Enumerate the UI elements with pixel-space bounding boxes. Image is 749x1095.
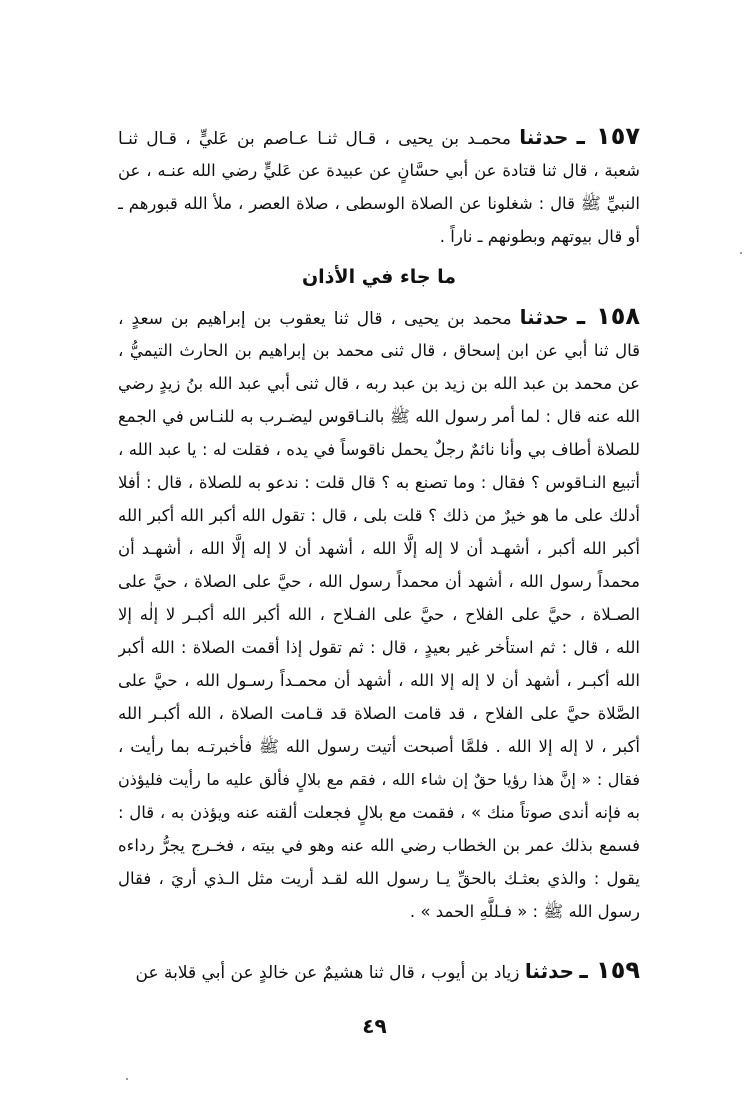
scan-speck bbox=[740, 252, 742, 254]
text-line: فقال : « إنَّ هذا رؤيا حقٌ إن شاء الله ، فقم مع بلالٍ فألق عليه ما رأيت فليؤذن bbox=[118, 770, 640, 789]
text-line: رسول الله ﷺ : « فـللَّهِ الحمد » . bbox=[409, 902, 640, 921]
hadith-label: حدثنا bbox=[519, 125, 569, 149]
hadith-159 bbox=[118, 952, 640, 988]
hadith-157-first-line bbox=[118, 118, 640, 154]
text-line: فسمع بذلك عمر بن الخطاب رضي الله عنه وهو في بيته ، فخـرج يجرُّ رداءه bbox=[118, 836, 640, 855]
scan-speck bbox=[126, 1078, 128, 1080]
text-line: النبيِّ ﷺ قال : شغلونا عن الصلاة الوسطى ، صلاة العصر ، ملأ الله قبورهم ـ bbox=[118, 194, 640, 213]
text-line: أو قال بيوتهم وبطونهم ـ ناراً . bbox=[439, 227, 640, 246]
text-line: الصـلاة ، حيَّ على الفلاح ، حيَّ على الفـلاح ، الله أكبر الله أكبـر لا إلٰه إلا bbox=[118, 605, 640, 624]
text-line: شعبة ، قال ثنا قتادة عن أبي حسَّانٍ عن عبيدة عن عَليٍّ رضي الله عنـه ، عن bbox=[118, 161, 640, 180]
text-line: قال ثنا أبي عن ابن إسحاق ، قال ثنى محمد بن إبراهيم بن الحارث التيميُّ ، bbox=[118, 341, 640, 360]
text-line: عن محمد بن عبد الله بن زيد بن عبد ربه ، قال ثنى أبي عبد الله بنُ زيدٍ رضي bbox=[118, 374, 640, 393]
text-line: أكبر ، لا إله إلا الله . فلمَّا أصبحت أتيت رسول الله ﷺ فأخبرتـه بما رأيت ، bbox=[118, 737, 640, 756]
text-line: الله أكبـر ، أشهد أن لا إله إلا الله ، أشهد أن محمـداً رسـول الله ، حيَّ على bbox=[118, 671, 640, 690]
hadith-159-first-line bbox=[118, 952, 640, 988]
text-line: الله عنه قال : لما أمر رسول الله ﷺ بالنـاقوس ليضـرب به للنـاس في الجمع bbox=[118, 407, 640, 426]
hadith-label: حدثنا bbox=[524, 959, 575, 983]
text-line: به فإنه أندى صوتاً منك » ، فقمت مع بلالٍ فجعلت ألقنه عنه ويؤذن به ، قال : bbox=[118, 803, 640, 822]
text-line: أتبيع النـاقوس ؟ فقال : وما تصنع به ؟ قال قلت : ندعو به للصلاة ، قال : أفلا bbox=[118, 473, 640, 492]
text-line: يقول : والذي بعثـك بالحقِّ يـا رسول الله لقـد أريت مثل الـذي أريَ ، فقال bbox=[118, 869, 640, 888]
hadith-158 bbox=[118, 298, 640, 928]
hadith-number: ١٥٧ ـ bbox=[576, 122, 640, 150]
hadith-text: محمد بن يحيى ، قال ثنا يعقوب بن إبراهيم بن سعدٍ ، bbox=[118, 309, 512, 329]
page-number: ٤٩ bbox=[362, 1014, 387, 1038]
hadith-label: حدثنا bbox=[519, 305, 569, 329]
hadith-158-first-line bbox=[118, 298, 640, 334]
hadith-text: محمـد بن يحيى ، قـال ثنـا عـاصم بن عَليٍّ ، قـال ثنـا bbox=[118, 129, 512, 149]
hadith-number: ١٥٩ ـ bbox=[579, 956, 640, 984]
text-line: للصلاة أطاف بي وأنا نائمٌ رجلٌ يحمل ناقوساً في يده ، فقلت له : يا عبد الله ، bbox=[118, 440, 640, 459]
text-line: الله ، قال : ثم استأخر غير بعيدٍ ، قال : ثم تقول إذا أقمت الصلاة : الله أكبر bbox=[118, 638, 640, 657]
hadith-157 bbox=[118, 118, 640, 253]
text-line: أدلك على ما هو خيرٌ من ذلك ؟ قلت بلى ، قال : تقول الله أكبر الله أكبر الله bbox=[118, 506, 640, 525]
hadith-number: ١٥٨ ـ bbox=[576, 302, 640, 330]
text-line: الصَّلاة حيَّ على الفلاح ، قد قامت الصلاة قد قـامت الصلاة ، الله أكبـر الله bbox=[118, 704, 640, 723]
section-heading: ما جاء في الأذان bbox=[301, 266, 457, 288]
text-line: أكبر الله أكبر ، أشهـد أن لا إله إلَّا الله ، أشهد أن لا إله إلَّا الله ، أشهـد أن bbox=[118, 539, 640, 558]
hadith-text: زياد بن أيوب ، قال ثنا هشيمٌ عن خالدٍ عن أبي قلابة عن bbox=[135, 963, 520, 983]
text-line: محمداً رسول الله ، أشهد أن محمداً رسول الله ، حيَّ على الصلاة ، حيَّ على bbox=[118, 572, 640, 591]
